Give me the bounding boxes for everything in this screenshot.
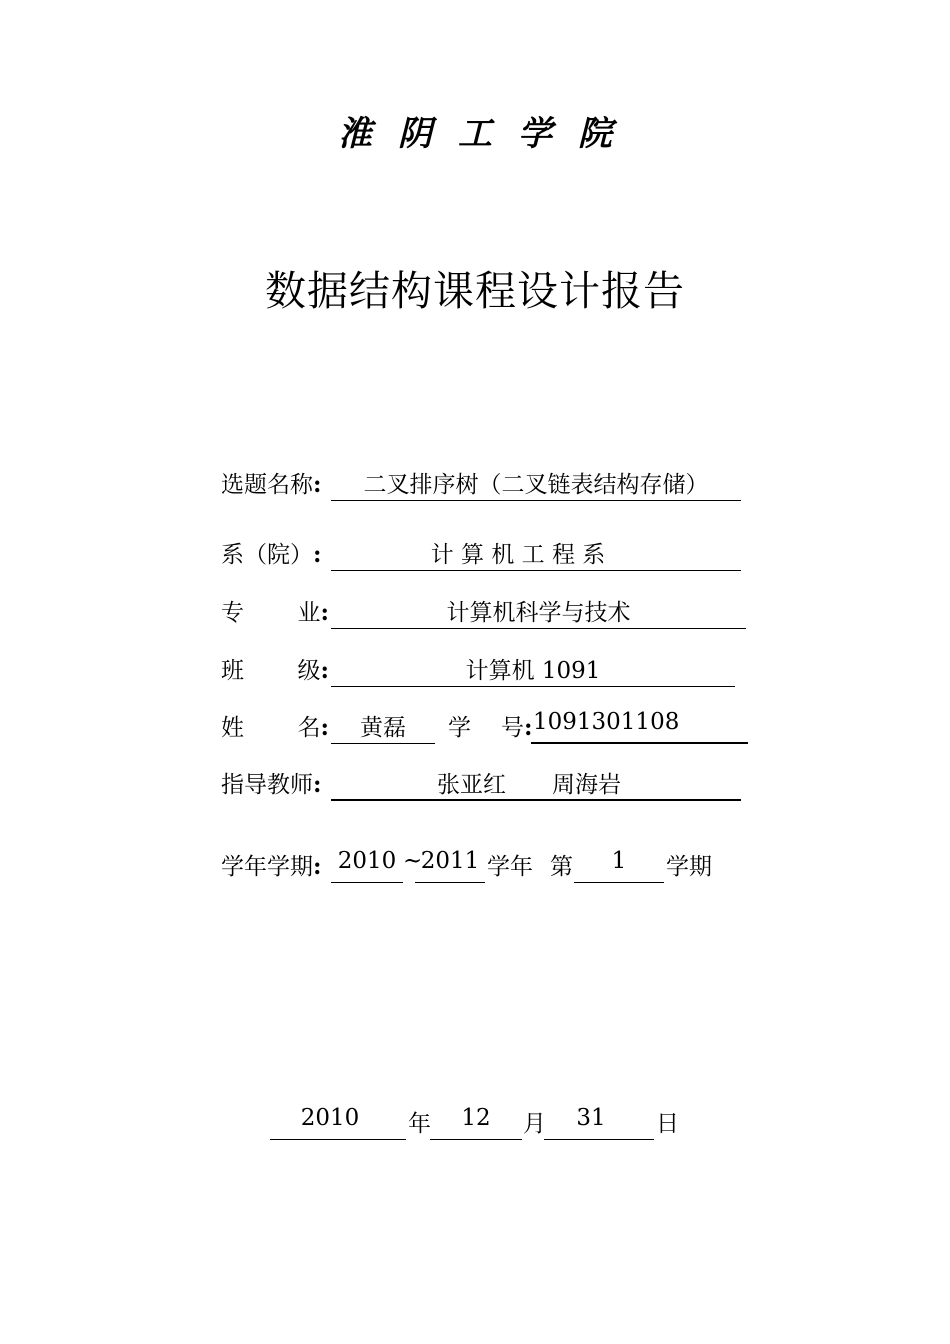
department-field <box>331 536 741 571</box>
major-label: 专 业: <box>221 599 329 626</box>
date-year-label: 年 <box>408 1111 431 1137</box>
term-label: 学年学期: <box>221 853 322 880</box>
advisor-field <box>331 766 741 801</box>
term-xueqi-label: 学期 <box>666 854 712 880</box>
class-field: 计算机 1091 <box>331 652 735 687</box>
topic-field: 二叉排序树（二叉链表结构存储） <box>331 466 741 501</box>
date-month-label: 月 <box>523 1111 546 1137</box>
date-month: 12 <box>430 1105 522 1140</box>
advisor-label: 指导教师: <box>221 771 322 798</box>
school-name: 淮阴工学院 <box>338 114 638 154</box>
department-value: 计 算 机 工 程 系 <box>430 542 606 568</box>
major-field: 计算机科学与技术 <box>331 594 746 629</box>
class-label: 班 级: <box>221 657 329 684</box>
report-title: 数据结构课程设计报告 <box>265 267 685 315</box>
student-id-label-1: 学 <box>448 715 471 741</box>
student-id-field: 1091301108 <box>531 709 748 744</box>
term-start-year: 2010 <box>331 848 403 883</box>
term-number: 1 <box>574 848 664 883</box>
topic-label: 选题名称: <box>221 471 322 498</box>
term-di-label: 第 <box>550 854 573 880</box>
student-id-label-2: 号: <box>501 714 533 741</box>
term-end-year: 2011 <box>415 848 485 883</box>
advisor-value: 张亚红 周海岩 <box>437 772 621 798</box>
name-label: 姓 名: <box>221 714 329 741</box>
date-day: 31 <box>544 1105 654 1140</box>
date-year: 2010 <box>270 1105 406 1140</box>
date-day-label: 日 <box>656 1111 679 1137</box>
term-xuenian-label: 学年 <box>487 854 533 880</box>
department-label: 系（院）: <box>221 541 322 568</box>
term-tilde: ~ <box>403 848 423 874</box>
name-field: 黄磊 <box>331 709 435 744</box>
